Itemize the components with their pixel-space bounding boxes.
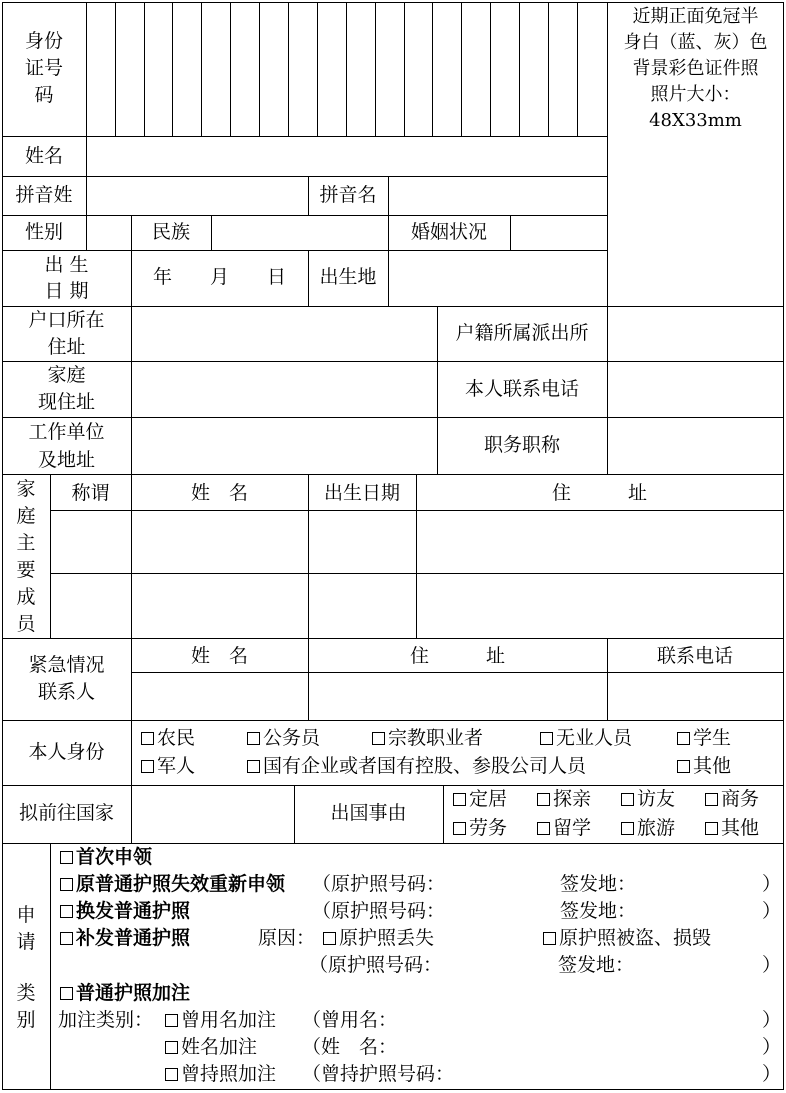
id-cell-divider (461, 2, 462, 136)
emergency-name-field[interactable] (135, 676, 304, 716)
home-label-line: 现住址 (37, 391, 95, 413)
reason-option-visit-family[interactable] (537, 786, 591, 813)
divider (50, 843, 51, 1089)
apply-side-char: 请 (16, 931, 36, 953)
identity-option-soe-staff[interactable] (247, 753, 586, 780)
apply-option-first[interactable] (60, 844, 152, 871)
family-row1-address[interactable] (420, 514, 779, 569)
divider (131, 215, 132, 474)
work-label (2, 418, 131, 474)
photo-note-line: 近期正面免冠半 (632, 6, 759, 27)
photo-note (608, 4, 783, 134)
divider (388, 176, 389, 216)
identity-option-religious[interactable] (372, 725, 483, 752)
family-row2-relation[interactable] (54, 577, 127, 634)
ethnicity-field[interactable] (215, 218, 384, 246)
option-label: 探亲 (553, 788, 592, 810)
checkbox[interactable] (621, 822, 634, 835)
old-passport-no-label: （原护照号码： (312, 900, 446, 922)
endorse-option-former-name[interactable] (165, 1007, 276, 1034)
identity-option-military[interactable] (141, 753, 195, 780)
emergency-phone-field[interactable] (611, 676, 779, 716)
family-side-char: 要 (16, 559, 36, 581)
option-label: 首次申领 (76, 846, 153, 868)
id-cell-divider (577, 2, 578, 136)
id-cell-divider (144, 2, 145, 136)
option-label: 其他 (693, 755, 732, 777)
close-paren: ） (762, 873, 782, 895)
apply-side-char: 别 (16, 1009, 36, 1031)
row-line (2, 176, 608, 177)
reason-option-other[interactable] (705, 815, 759, 842)
id-cell-divider (317, 2, 318, 136)
home-label (2, 362, 131, 416)
checkbox[interactable] (247, 760, 260, 773)
row-line (2, 474, 784, 475)
apply-side-label-bottom (2, 980, 50, 1034)
checkbox[interactable] (60, 987, 73, 1000)
hukou-label-line: 住址 (47, 336, 86, 358)
id-cell-divider (259, 2, 260, 136)
row-line (2, 250, 608, 251)
id-cell-divider (230, 2, 231, 136)
emergency-label (2, 652, 131, 706)
replace-reason-label: 原因： (258, 927, 316, 949)
checkbox[interactable] (323, 932, 336, 945)
identity-option-student[interactable] (677, 725, 731, 752)
hukou-field[interactable] (135, 310, 433, 356)
divider (86, 2, 87, 250)
divider (510, 215, 511, 250)
apply-side-label-top (2, 902, 50, 956)
family-side-char: 员 (16, 613, 36, 635)
id-cell-divider (201, 2, 202, 136)
family-row2-birth[interactable] (312, 577, 412, 634)
checkbox[interactable] (677, 732, 690, 745)
id-cell-divider (375, 2, 376, 136)
close-paren: ） (762, 1009, 782, 1031)
checkbox[interactable] (165, 1014, 178, 1027)
reason-option-study[interactable] (537, 815, 591, 842)
checkbox[interactable] (141, 760, 154, 773)
identity-option-farmer[interactable] (141, 725, 195, 752)
title-label: 职务职称 (483, 434, 560, 456)
checkbox[interactable] (621, 793, 634, 806)
apply-option-replace[interactable] (60, 925, 190, 952)
checkbox[interactable] (453, 793, 466, 806)
title-field[interactable] (611, 421, 779, 470)
work-label-line: 及地址 (37, 449, 95, 471)
name-field-label: （姓 名： (302, 1036, 398, 1058)
divider (388, 250, 389, 306)
checkbox[interactable] (705, 822, 718, 835)
hukou-label (2, 307, 131, 361)
photo-note-line: 背景彩色证件照 (632, 58, 759, 79)
work-field[interactable] (135, 421, 433, 470)
checkbox[interactable] (540, 732, 553, 745)
option-label: 劳务 (469, 817, 508, 839)
emergency-header-phone: 联系电话 (656, 645, 733, 667)
destination-label: 拟前往国家 (18, 802, 114, 824)
option-label: 定居 (469, 788, 508, 810)
id-cell-divider (548, 2, 549, 136)
family-side-char: 主 (16, 532, 36, 554)
birthplace-field[interactable] (392, 255, 602, 301)
option-label: 换发普通护照 (76, 900, 191, 922)
checkbox[interactable] (537, 822, 550, 835)
photo-note-line: 48X33mm (649, 110, 742, 131)
family-row1-name[interactable] (135, 514, 304, 569)
row-line (50, 573, 784, 574)
phone-field[interactable] (611, 365, 779, 413)
birth-date-label-line: 出 生 (44, 254, 89, 276)
phone-label: 本人联系电话 (464, 378, 579, 400)
option-label: 姓名加注 (181, 1036, 258, 1058)
apply-option-reissue-invalid[interactable] (60, 871, 285, 898)
destination-field[interactable] (135, 789, 290, 839)
option-label: 普通护照加注 (76, 982, 191, 1004)
checkbox[interactable] (165, 1068, 178, 1081)
emergency-address-field[interactable] (312, 676, 603, 716)
apply-option-renew[interactable] (60, 898, 190, 925)
name-field[interactable] (90, 141, 602, 171)
divider (443, 785, 444, 843)
id-cell-divider (404, 2, 405, 136)
name-label: 姓名 (24, 145, 63, 167)
birth-date-field[interactable]: 年 月 日 (152, 266, 286, 288)
option-label: 公务员 (263, 727, 321, 749)
gender-field[interactable] (90, 218, 128, 246)
option-label: 留学 (553, 817, 592, 839)
close-paren: ） (762, 1063, 782, 1085)
hukou-label-line: 户口所在 (28, 309, 105, 331)
old-passport-no-label: （原护照号码： (309, 954, 443, 976)
apply-side-char: 申 (16, 904, 36, 926)
id-cell-divider (346, 2, 347, 136)
option-label: 补发普通护照 (76, 927, 191, 949)
ethnicity-label: 民族 (151, 221, 190, 243)
identity-option-other[interactable] (677, 753, 731, 780)
reason-option-business[interactable] (705, 786, 759, 813)
id-cell-divider (288, 2, 289, 136)
gender-label: 性别 (24, 221, 63, 243)
home-address-field[interactable] (135, 365, 433, 413)
checkbox[interactable] (60, 851, 73, 864)
option-label: 曾持照加注 (181, 1063, 277, 1085)
row-line (2, 720, 784, 721)
marital-field[interactable] (514, 218, 604, 246)
checkbox[interactable] (543, 932, 556, 945)
endorse-option-name[interactable] (165, 1034, 257, 1061)
emergency-label-line: 联系人 (37, 681, 95, 703)
pinyin-given-label: 拼音名 (319, 184, 377, 206)
identity-option-unemployed[interactable] (540, 725, 632, 752)
identity-label: 本人身份 (28, 741, 105, 763)
police-station-label: 户籍所属派出所 (455, 322, 589, 344)
issue-place-label: 签发地： (560, 900, 637, 922)
photo-note-line: 身白（蓝、灰）色 (623, 32, 768, 53)
identity-option-civil-servant[interactable] (247, 725, 320, 752)
border-bottom (2, 1089, 784, 1090)
pinyin-given-field[interactable] (392, 180, 602, 210)
emergency-label-line: 紧急情况 (28, 654, 105, 676)
former-name-field-label: （曾用名： (302, 1009, 398, 1031)
family-header-address: 住 址 (551, 482, 647, 504)
reason-label: 出国事由 (330, 802, 407, 824)
photo-note-line: 照片大小： (650, 84, 741, 105)
family-row2-address[interactable] (420, 577, 779, 634)
family-side-char: 成 (16, 586, 36, 608)
endorse-type-label: 加注类别： (58, 1009, 154, 1031)
old-passport-no-label: （原护照号码： (312, 873, 446, 895)
family-row2-name[interactable] (135, 577, 304, 634)
id-card-label (2, 28, 86, 109)
birthplace-label: 出生地 (319, 266, 377, 288)
row-line (131, 672, 784, 673)
row-line (2, 215, 608, 216)
option-label: 原护照被盗、损毁 (559, 927, 712, 949)
birth-date-label (2, 252, 131, 304)
option-label: 学生 (693, 727, 732, 749)
pinyin-surname-label: 拼音姓 (15, 184, 73, 206)
row-line (2, 136, 608, 137)
divider (131, 720, 132, 843)
option-label: 无业人员 (556, 727, 633, 749)
close-paren: ） (762, 954, 782, 976)
issue-place-label: 签发地： (558, 954, 635, 976)
family-header-birth: 出生日期 (323, 482, 400, 504)
id-cell-divider (490, 2, 491, 136)
replace-option-lost[interactable] (323, 925, 434, 952)
border-top (2, 2, 784, 3)
emergency-header-name: 姓 名 (190, 645, 248, 667)
birth-date-label-line: 日 期 (44, 280, 89, 302)
family-header-name: 姓 名 (190, 482, 248, 504)
checkbox[interactable] (141, 732, 154, 745)
option-label: 宗教职业者 (388, 727, 484, 749)
option-label: 曾用名加注 (181, 1009, 277, 1031)
option-label: 商务 (721, 788, 760, 810)
checkbox[interactable] (165, 1041, 178, 1054)
border-right (783, 2, 784, 1090)
option-label: 军人 (157, 755, 196, 777)
divider (211, 215, 212, 250)
id-cell-divider (432, 2, 433, 136)
id-card-label-text: 身份证号码 (24, 30, 63, 106)
replace-option-stolen[interactable] (543, 925, 711, 952)
reason-option-settle[interactable] (453, 786, 507, 813)
option-label: 其他 (721, 817, 760, 839)
family-header-relation: 称谓 (71, 482, 110, 504)
police-station-field[interactable] (611, 310, 779, 356)
checkbox[interactable] (677, 760, 690, 773)
reason-option-tourism[interactable] (621, 815, 675, 842)
checkbox[interactable] (453, 822, 466, 835)
work-label-line: 工作单位 (28, 421, 105, 443)
option-label: 原普通护照失效重新申领 (76, 873, 286, 895)
emergency-header-address: 住 址 (409, 645, 505, 667)
option-label: 国有企业或者国有控股、参股公司人员 (263, 755, 587, 777)
prev-passport-field-label: （曾持护照号码： (302, 1063, 455, 1085)
option-label: 访友 (637, 788, 676, 810)
family-side-char: 家 (16, 478, 36, 500)
option-label: 农民 (157, 727, 196, 749)
checkbox[interactable] (60, 932, 73, 945)
row-line (50, 510, 784, 511)
family-row1-relation[interactable] (54, 514, 127, 569)
pinyin-surname-field[interactable] (90, 180, 304, 210)
reason-option-visit-friends[interactable] (621, 786, 675, 813)
id-cell-divider (519, 2, 520, 136)
id-cell-divider (115, 2, 116, 136)
option-label: 原护照丢失 (339, 927, 435, 949)
checkbox[interactable] (705, 793, 718, 806)
family-row1-birth[interactable] (312, 514, 412, 569)
issue-place-label: 签发地： (560, 873, 637, 895)
close-paren: ） (762, 1036, 782, 1058)
checkbox[interactable] (537, 793, 550, 806)
checkbox[interactable] (60, 905, 73, 918)
id-cell-divider (172, 2, 173, 136)
checkbox[interactable] (372, 732, 385, 745)
family-side-char: 庭 (16, 505, 36, 527)
checkbox[interactable] (60, 878, 73, 891)
apply-option-endorse[interactable] (60, 980, 190, 1007)
close-paren: ） (762, 900, 782, 922)
family-side-label (2, 476, 50, 638)
row-line (2, 638, 784, 639)
apply-side-char: 类 (16, 982, 36, 1004)
endorse-option-prev-passport[interactable] (165, 1061, 276, 1088)
marital-label: 婚姻状况 (410, 221, 487, 243)
option-label: 旅游 (637, 817, 676, 839)
checkbox[interactable] (247, 732, 260, 745)
home-label-line: 家庭 (47, 364, 86, 386)
reason-option-labor[interactable] (453, 815, 507, 842)
